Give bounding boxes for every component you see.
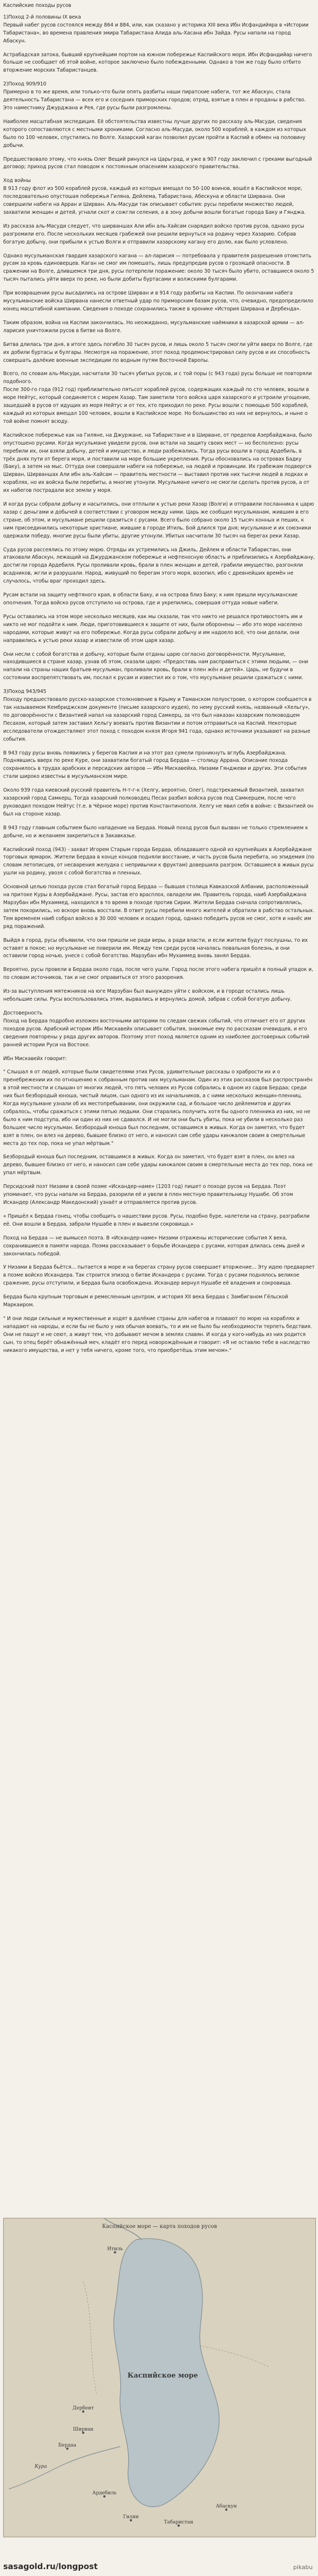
section-header: Всего, по словам аль-Масуди, насчитали 30 тысяч убитых русов, и с той поры (с 943 года) русы больше не повторяли подобного.: [3, 371, 312, 385]
footer-brand: pikabu: [293, 2564, 313, 2571]
paragraph: Русы оставались на этом море несколько месяцев, как мы сказали, так что никто не решался противостоять им и никто не мог подойти к ним. Люди, приготовившиеся к защите от них, были оборонены — ибо это море населено народами, которые живут на его побережье. Когда русы собрали добычу и им надоело всё, что они делали, они направились к устью реки хазар и известили об этом царя хазар.: [3, 613, 303, 644]
paragraph: Из рассказа аль-Масуди следует, что ширваншах Али ибн аль-Хайсам снарядил войско против русов, однако русы разгромили его. После нескольких месяцев грабежей они решили вернуться на родину через Хазарию. Собрав богатую добычу, они прибыли к устью Волги и отправили хазарскому кагану его долю, как было условлено.: [3, 223, 304, 245]
paragraph: " Слышал я от людей, которые были свидетелями этих Русов, удивительные рассказы о храбрости их и о пренебрежении их по отношению к собранным против них мусульманам. Один из этих рассказов был распространён в этой местности и слышан от многих людей, что пять человек из Русов собрались в одном из садов Бердаа; среди них был безбородый юноша, чистый лицом, сын одного из их начальников, а с ними несколько женщин-пленниц. Когда мусульмане узнали об их местопребывании, они окружили сад, и большое число дейлемитов и других собралось, чтобы сражаться с этими пятью людьми. Они старались получить хотя бы одного пленника из них, но не было к ним подступа, ибо ни один из них не сдавался. И не могли они быть убиты, пока не убили в несколько раз большее число мусульман. Безбородый юноша был последним, оставшимся в живых. Когда он заметил, что будет взят в плен, он влез на дерево, бывшее близко от него, и наносил сам себе удары кинжалом своим в смертельные места до тех пор, пока не упал мёртвым.": [3, 1069, 313, 1147]
section-header: 3)Поход 943/945: [3, 689, 47, 695]
paragraph: В 943 году русы вновь появились у берегов Каспия и на этот раз сумели проникнуть вглубь Азербайджана. Поднявшись вверх по реке Куре, они захватили богатый город Бердаа — столицу Аррана. Описание похода сохранилось в трудах арабских и персидских авторов — Ибн Мискавейха, Низами Гянджеви и других. Эти события стали широко известны в мусульманском мире.: [3, 750, 307, 780]
paragraph: Основной целью похода русов стал богатый город Бердаа — бывшая столица Кавказской Албании, расположенный на притоке Куры в Азербайджане. Русы, застав его врасплох, овладели им. Правитель города, наиб Азербайджана Марзубан ибн Мухаммед, находился в то время в походе против Сирии. Жители Бердаа сначала сопротивлялись, затем покорились, но вскоре вновь восстали. В ответ русы перебили много жителей и обратили в рабство остальных. Тем временем наиб собрал войско в 30 000 человек и осадил город, однако победить русов не смог, хотя и нанёс им ряд поражений.: [3, 884, 314, 930]
paragraph: Они несли с собой богатства и добычу, которые были отданы царю согласно договорённости. Мусульмане, находившиеся в стране хазар, узнав об этом, сказали царю: «Предоставь нам расправиться с этими людьми, — они напали на страны наших братьев-мусульман, проливали кровь, брали в плен жён и детей». Царь, не будучи в состоянии воспрепятствовать им, послал к русам и известил их о том, что мусульмане решили сражаться с ними.: [3, 651, 308, 681]
map-label: Дербент: [72, 2406, 94, 2411]
paragraph: После 300-го года (912 год) приблизительно пятьсот кораблей русов, содержащих каждый по сто человек, вошли в море Нейтус, который соединяется с морем Хазар. Там заметили того войска царя хазарского и устроили угощение, зашедший в русов от идущих из моря Нейтус и от тех, кто приходил по реке. Русы вошли с помощью 500 кораблей, каждый из которых вмещал 100 человек, вошли в Каспийское море. Но большинство из них не вернулось, и ныне о той войне помнят всюду.: [3, 387, 311, 424]
paragraph: Выйдя в город, русы объявили, что они пришли не ради веры, а ради власти, и если жители будут послушны, то их оставят в покое; но мусульмане не поверили им. Между тем среди русов началась повальная болезнь, и они оставили город ночью, унеся с собой богатства. Марзубан ибн Мухаммед вновь занял Бердаа.: [3, 937, 308, 959]
paragraph: У Низами в Бердаа бьётся... пытается в море и на берегах страну русов совершает вторжение... Эту идею предваряет в поэме войско Искандера. Так строится эпизод о битве Искандера с русами. Тогда с русами поднялось великое сражение, русы отступили, и Бердаа была освобождена. Искандер вернул Нушабе её владения и сокровища.: [3, 1264, 315, 1287]
paragraph: В 943 году главным событием было нападение на Бердаа. Новый поход русов был вызван не только стремлением к добыче, но и желанием закрепиться в Закавказье.: [3, 825, 308, 839]
map-label: Табаристан: [164, 2520, 193, 2525]
paragraph: Однако мусульманская гвардия хазарского кагана — ал-ларисия — потребовала у правителя разрешения отомстить русам за кровь единоверцев. Каган не смог им помешать, лишь предупредив русов о грозящей опасности. В сражении на Волге, длившемся три дня, русы потерпели поражение: около 30 тысяч было убито, оставшиеся около 5 тысяч пытались уйти вверх по реке, но были добиты буртасами и волжскими булгарами.: [3, 253, 314, 283]
paragraph: Поход на Бердаа — не вымысел поэта. В «Искандер-наме» Низами отражены исторические события X века, сохранившиеся в памяти народа. Поэма рассказывает о борьбе Искандера с русами, которая длилась семь дней и закончилась победой.: [3, 1235, 305, 1257]
map-label: Ширван: [73, 2427, 94, 2432]
map-label: Кура: [34, 2464, 47, 2469]
paragraph: Поход на Бердаа подробно изложен восточными авторами по следам свежих событий, что отличает его от других походов русов. Арабский историк Ибн Мискавейх описывает события, знакомые ему по рассказам очевидцев, и его сведения повторены у ряда других авторов. Поэтому этот поход является одним из наиболее достоверных событий ранней истории Руси на Востоке.: [3, 1018, 310, 1048]
map-label: Бердаа: [58, 2443, 76, 2448]
paragraph: « Пришёл к Бердаа гонец, чтобы сообщить о нашествии русов. Русы, подобно буре, налетели на страну, разграбили её. Они вошли в Бердаа, забрали Нушабе в плен и вывезли сокровища.»: [3, 1213, 310, 1227]
footer: [0, 2558, 318, 2576]
paragraph: Из-за выступления мятежников на юге Марзубан был вынужден уйти с войском, и в городе остались лишь небольшие силы. Русы воспользовались этим, вырвались и вернулись домой, забрав с собой богатую добычу.: [3, 988, 292, 1003]
paragraph: И когда русы собрали добычу и насытились, они отплыли к устью реки Хазар (Волги) и отправили посланника к царю хазар с деньгами и добычей в соответствии с уговором между ними. Царь же сообщил мусульманам, жившим в его стране, об этом, и мусульмане решили сразиться с русами. Всего было собрано около 15 тысяч конных и пеших, к ним присоединились некоторые христиане, жившие в городе Итиль. Бой длился три дня; мусульмане и их союзники одержали победу, многие русы были убиты, другие утонули. Убитых насчитали 30 тысяч на берегах реки Хазар.: [3, 501, 314, 539]
map-label: Каспийское море: [127, 2372, 198, 2380]
paragraph: Суда русов рассеялись по этому морю. Отряды их устремились на Джиль, Дейлем и области Табаристан, они атаковали Абаскун, лежащий на Джурджанском побережье и нефтеносную область и приблизились к Азербайджану, достигли города Ардебиля. Русы проливали кровь, брали в плен женщин и детей, грабили имущество, разгоняли всадников, жгли и разрушали. Народ, живущий по берегам этого моря, возопил, ибо с древнейших времён не случалось, чтобы враг проходил здесь.: [3, 547, 315, 585]
paragraph: " И они люди сильные и мужественные и ходят в далёкие страны для набегов и плавают по морю на кораблях и нападают на народы, и если бы не было у них обычая воевать, то и им не было бы необходимости терпеть бедствия. Они не пашут и не сеют, а живут тем, что добывают мечом в землях славян. И когда у кого-нибудь из них родится сын, то отец берёт обнажённый меч, кладёт его перед новорождённым и говорит: «Я не оставлю тебе в наследство никакого имущества, и нет у тебя ничего, кроме того, что приобретёшь этим мечом».": [3, 1315, 312, 1354]
map-label: Абаскун: [216, 2504, 237, 2509]
paragraph: Безбородый юноша был последним, оставшимся в живых. Когда он заметил, что будет взят в плен, он влез на дерево, бывшее близко от него, и наносил сам себе удары кинжалом своим в смертельные места до тех пор, пока не упал мёртвым.: [3, 1154, 313, 1176]
paragraph: Бердаа была крупным торговым и ремесленным центром, и история XII века Бердаа с Замбиганом Гёльской Маркаиром.: [3, 1294, 288, 1308]
paragraph: Первый набег русов состоялся между 864 и 884, или, как сказано у историка XIII века Ибн Исфандийяра в «Истории Табаристана», во времена правления эмира Табаристана Алида аль-Хасана ибн Зайда. Русы напали на город Абаскун.: [3, 22, 309, 44]
article-title: Каспийские походы русов: [3, 3, 72, 8]
paragraph: Наиболее масштабная экспедиция. Её обстоятельства известны лучше других по рассказу аль-Масуди, сведения которого сопоставляются с местными хрониками. Согласно аль-Масуди, около 500 кораблей, в каждом из которых было по 100 человек, спустились по Волге. Хазарский каган позволил русам пройти в Каспий в обмен на половину добычи.: [3, 118, 306, 149]
paragraph: Каспийское побережье как на Гиляне, на Джуржане, на Табаристане и в Ширване, от пределов Азербайджана, было опустошено русами. Когда мусульмане увидели русов, они встали на защиту своих мест — но бесполезно: русы перебили их, они взяли добычу, детей и имущество, и люди разбежались. Тогда русы вошли в город Ардебиль, в трёх днях пути от берега моря, и поставили на море большие укрепления. Русы обосновались на островах Бадку (Баку), а затем на мыс. Оттуда они совершали набеги на побережье, на людей и провинции. Их грабежам подвергся Ширван, Ширваншах Али ибн аль-Хайсам — правитель местности — выставил против них тысячи людей в лодках и кораблях, но их войска были перебиты, а многие утонули. Мусульмане ничего не смогли сделать против русов, а от их набегов пострадали все земли у моря.: [3, 432, 312, 494]
paragraph: При возвращении русы высадились на острове Ширван и в 914 году разбиты на Каспии. По окончании набега мусульманские войска Ширвана нанесли ответный удар по приморским базам русов, что, очевидно, предопределило конец масштабной кампании. Сведения о походе сохранились также в хронике «История Ширвана и Дербенда».: [3, 290, 314, 312]
paragraph: В 913 году флот из 500 кораблей русов, каждый из которых вмещал по 50-100 воинов, вошёл в Каспийское море, последовательно опустошая побережья Гиляна, Дейлема, Табаристана, Абескуна и области Ширвана. Они совершили набеги на Арран и Ширван. Аль-Масуди так описывает события: русы перебили множество людей, захватили женщин и детей, угнали скот и сожгли селения, а в зону добычи вошли богатые города Баку и Гянджа.: [3, 186, 306, 215]
footer-site-link[interactable]: sasagold.ru/longpost: [3, 2562, 98, 2571]
section-header: 1)Поход 2-й половины IX века: [3, 14, 81, 20]
historical-map: [3, 2218, 316, 2537]
paragraph: Примерно в то же время, или только-что были опять разбиты наши пиратские набеги, тот же Абаскун, стала деятельность Табаристана — всех его и соседних приморских городов; отряд, взятые в плен и проданы в рабство. Это наместнику Джурджана и Рея, где русы были разгромлены.: [3, 89, 306, 111]
paragraph: Русам встали на защиту нефтяного края, в области Баку, и на острова близ Баку; к ним пришли мусульманские ополчения. Тогда войско русов отступило на острова, где и укрепились, совершая оттуда новые набеги.: [3, 592, 298, 606]
map-label: Гилян: [123, 2514, 139, 2520]
paragraph: Персидский поэт Низами в своей поэме «Искандер-наме» (1203 год) пишет о походе русов на Бердаа. Поэт упоминает, что русы напали на Бердаа, разорили её и увели в плен местную правительницу Нушабе. Об этом Искандер (Александр Македонский) узнаёт и отправляется против русов.: [3, 1184, 293, 1205]
paragraph: Астрабадская затока, бывший крупнейшим портом на южном побережье Каспийского моря. Ибн Исфандийар ничего больше не сообщает об этой войне, которое заключено было побежденными. Однако в том же году было отбито вторжение морских Табаристанцев.: [3, 51, 312, 74]
map-label: Ардебиль: [92, 2491, 117, 2496]
paragraph: Вероятно, русы провели в Бердаа около года, после чего ушли. Город после этого набега пришёл в полный упадок и, по словам источников, так и не смог оправиться от этого разорения.: [3, 967, 313, 981]
map-caption: Каспийское море — карта походов русов: [102, 2224, 217, 2230]
section-header: 2)Поход 909/910: [3, 81, 47, 88]
section-header: Достоверность: [3, 1010, 43, 1016]
map-label: Итиль: [107, 2247, 123, 2252]
paragraph: Предшествовало этому, что князь Олег Вещий ринулся на Царьград, и уже в 907 году заключил с греками выгодный договор; приход русов стал поводом к постоянным опасениям хазарского правительства.: [3, 156, 312, 170]
paragraph: Ибн Мискавейх говорит:: [3, 1055, 67, 1062]
article: [3, 2, 315, 1361]
paragraph: Около 939 года киевский русский правитель Н-т-г-к (Хелгу, вероятно, Олег), подстрекаемый Византией, захватил хазарский город Самкерц. Тогда хазарский полководец Песах разбил войска русов под Самкерцем, после чего руководил походом Нейтус (т.е. в Чёрное море) против Константинополя. Хелгу не явил себя в войне: с Византией он был на стороне хазар.: [3, 787, 314, 817]
paragraph: Битва длилась три дня, в итоге здесь погибло 30 тысяч русов, и лишь около 5 тысяч смогли уйти вверх по Волге, где их добили буртасы и булгары. Несмотря на поражение, этот поход продемонстрировал силу русов и их способность совершать далёкие военные экспедиции по водным путям Восточной Европы.: [3, 341, 313, 363]
paragraph: Походу предшествовало русско-хазарское столкновение в Крыму и Таманском полуострове, о котором сообщается в так называемом Кембриджском документе (письме хазарского иудея), по нему русский князь, названный «Хельгу», по договорённости с Византией напал на хазарский город Самкерц, за что был наказан хазарским полководцем Песахом, который затем заставил Хельгу воевать против Византии и потом отправиться на Каспий. Некоторые исследователи отождествляют этот поход с походом князя Игоря 941 года, однако источники указывают на разные события.: [3, 697, 312, 742]
map-svg: [4, 2218, 315, 2537]
paragraph: Таким образом, война на Каспии закончилась. Но неожиданно, мусульманские наёмники в хазарской армии — ал-ларисия уничтожили русов в битве на Волге.: [3, 319, 304, 334]
section-header: Ход войны: [3, 178, 31, 184]
paragraph: Каспийский поход (943) - захват Игорем Старым города Бердаа, обладавшего одной из крупнейших в Азербайджане торговых ярмарок. Жители Бердаа в конце концов подняли восстание, и часть русов была перебита, но эпидемия (по словам летописцев, от несварения желудка с непривычки к фруктам) довершила разгром. Оставшиеся в живых русы ушли на родину, увозя с собой богатства и пленных.: [3, 846, 314, 877]
